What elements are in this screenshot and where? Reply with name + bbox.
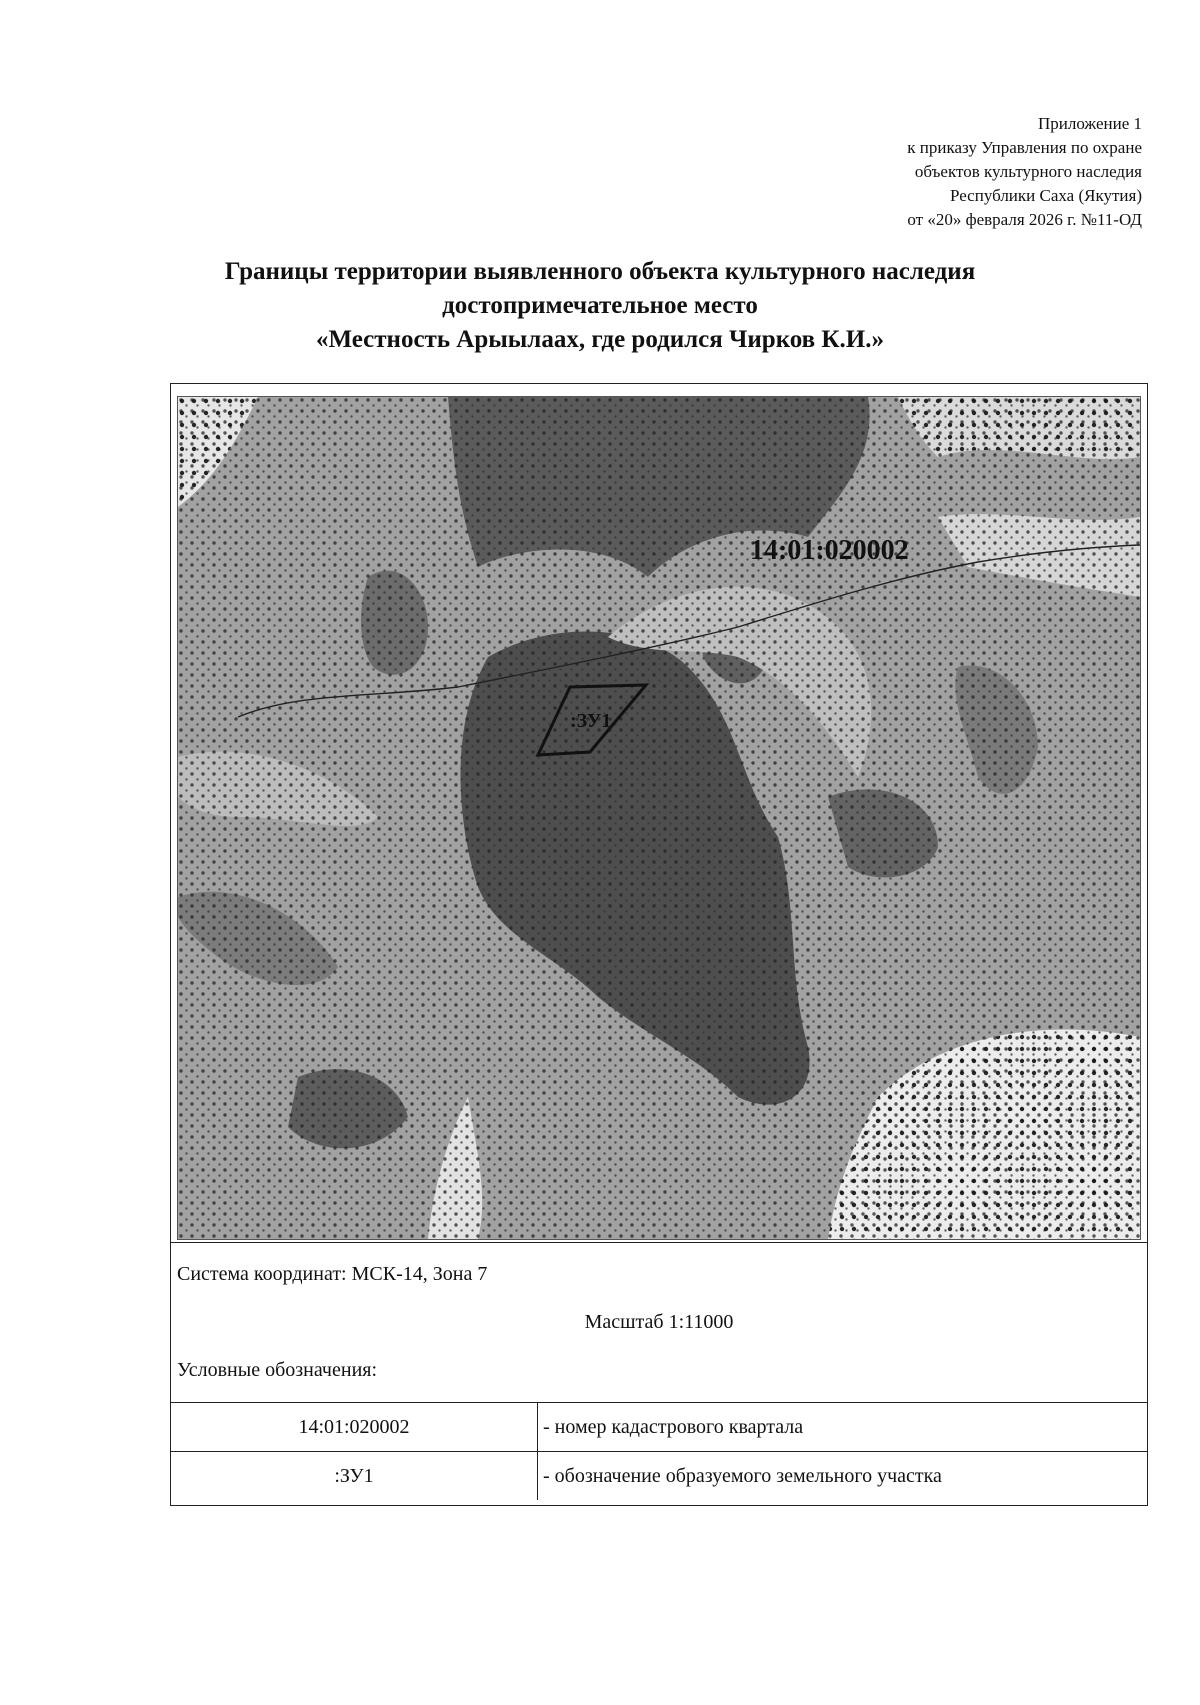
title-line-2: достопримечательное место <box>442 292 758 319</box>
map-svg <box>178 397 1140 1239</box>
map-scale: Масштаб 1:11000 <box>584 1311 734 1333</box>
legend-code: :ЗУ1 <box>171 1452 538 1500</box>
coordinate-system: Система координат: МСК-14, Зона 7 <box>177 1263 488 1285</box>
legend-description: - обозначение образуемого земельного участка <box>543 1464 942 1487</box>
map-frame <box>170 383 1148 1506</box>
appendix-line: Приложение 1 <box>1038 114 1142 133</box>
document-title <box>0 255 1200 357</box>
legend-code: 14:01:020002 <box>171 1403 538 1451</box>
appendix-line: к приказу Управления по охране <box>907 138 1142 157</box>
map-info-section <box>171 1242 1147 1381</box>
title-line-1: Границы территории выявленного объекта культурного наследия <box>224 258 976 285</box>
appendix-block <box>722 112 1142 232</box>
appendix-line: объектов культурного наследия <box>914 162 1142 181</box>
title-line-3: «Местность Арыылаах, где родился Чирков К.И.» <box>316 326 884 353</box>
appendix-line: Республики Саха (Якутия) <box>949 186 1142 205</box>
parcel-label: :ЗУ1 <box>570 710 612 732</box>
cadastral-quarter-label: 14:01:020002 <box>750 535 909 566</box>
map-image <box>177 396 1141 1240</box>
legend-description: - номер кадастрового квартала <box>543 1415 804 1438</box>
legend-row <box>171 1402 1147 1451</box>
legend-title: Условные обозначения: <box>177 1359 378 1381</box>
appendix-line: от «20» февраля 2026 г. №11-ОД <box>907 210 1142 229</box>
legend-row <box>171 1451 1147 1500</box>
